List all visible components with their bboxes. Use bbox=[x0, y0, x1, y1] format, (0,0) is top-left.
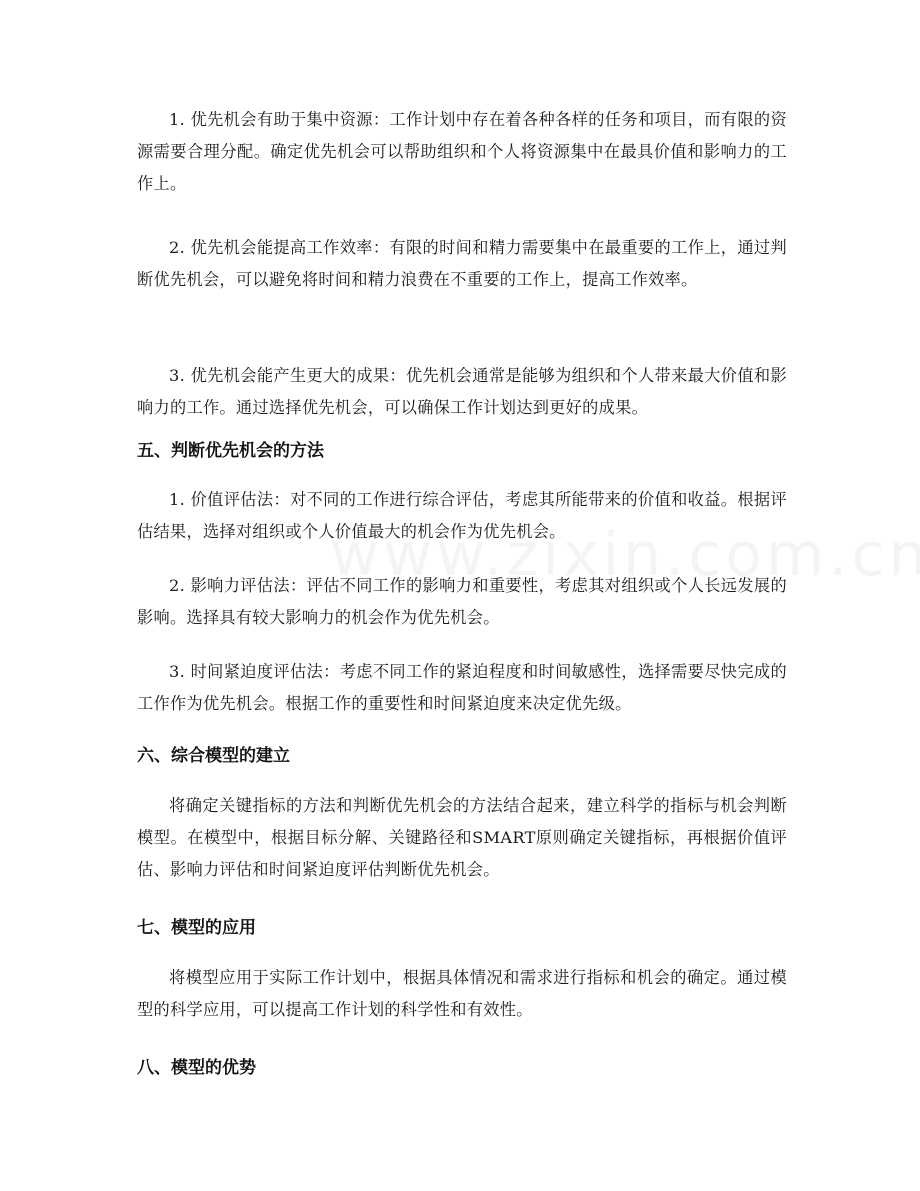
section-heading-5: 五、判断优先机会的方法 bbox=[137, 441, 324, 461]
paragraph-priority-resources: 1. 优先机会有助于集中资源：工作计划中存在着各种各样的任务和项目，而有限的资源需要合理分配。确定优先机会可以帮助组织和个人将资源集中在最具价值和影响力的工作上。 bbox=[137, 110, 787, 193]
paragraph-urgency-assessment: 3. 时间紧迫度评估法：考虑不同工作的紧迫程度和时间敏感性，选择需要尽快完成的工作作为优先机会。根据工作的重要性和时间紧迫度来决定优先级。 bbox=[137, 662, 787, 713]
paragraph-priority-results: 3. 优先机会能产生更大的成果：优先机会通常是能够为组织和个人带来最大价值和影响力的工作。通过选择优先机会，可以确保工作计划达到更好的成果。 bbox=[137, 366, 787, 417]
paragraph-model-building: 将确定关键指标的方法和判断优先机会的方法结合起来，建立科学的指标与机会判断模型。在模型中，根据目标分解、关键路径和SMART原则确定关键指标，再根据价值评估、影响力评估和时间紧迫度评估判断优先机会。 bbox=[137, 796, 787, 879]
section-heading-6: 六、综合模型的建立 bbox=[137, 746, 290, 766]
section-heading-8: 八、模型的优势 bbox=[137, 1058, 256, 1078]
paragraph-model-application: 将模型应用于实际工作计划中，根据具体情况和需求进行指标和机会的确定。通过模型的科学应用，可以提高工作计划的科学性和有效性。 bbox=[137, 968, 787, 1019]
paragraph-influence-assessment: 2. 影响力评估法：评估不同工作的影响力和重要性，考虑其对组织或个人长远发展的影响。选择具有较大影响力的机会作为优先机会。 bbox=[137, 576, 787, 627]
paragraph-priority-efficiency: 2. 优先机会能提高工作效率：有限的时间和精力需要集中在最重要的工作上，通过判断优先机会，可以避免将时间和精力浪费在不重要的工作上，提高工作效率。 bbox=[137, 238, 787, 289]
paragraph-value-assessment: 1. 价值评估法：对不同的工作进行综合评估，考虑其所能带来的价值和收益。根据评估结果，选择对组织或个人价值最大的机会作为优先机会。 bbox=[137, 490, 787, 541]
section-heading-7: 七、模型的应用 bbox=[137, 918, 256, 938]
